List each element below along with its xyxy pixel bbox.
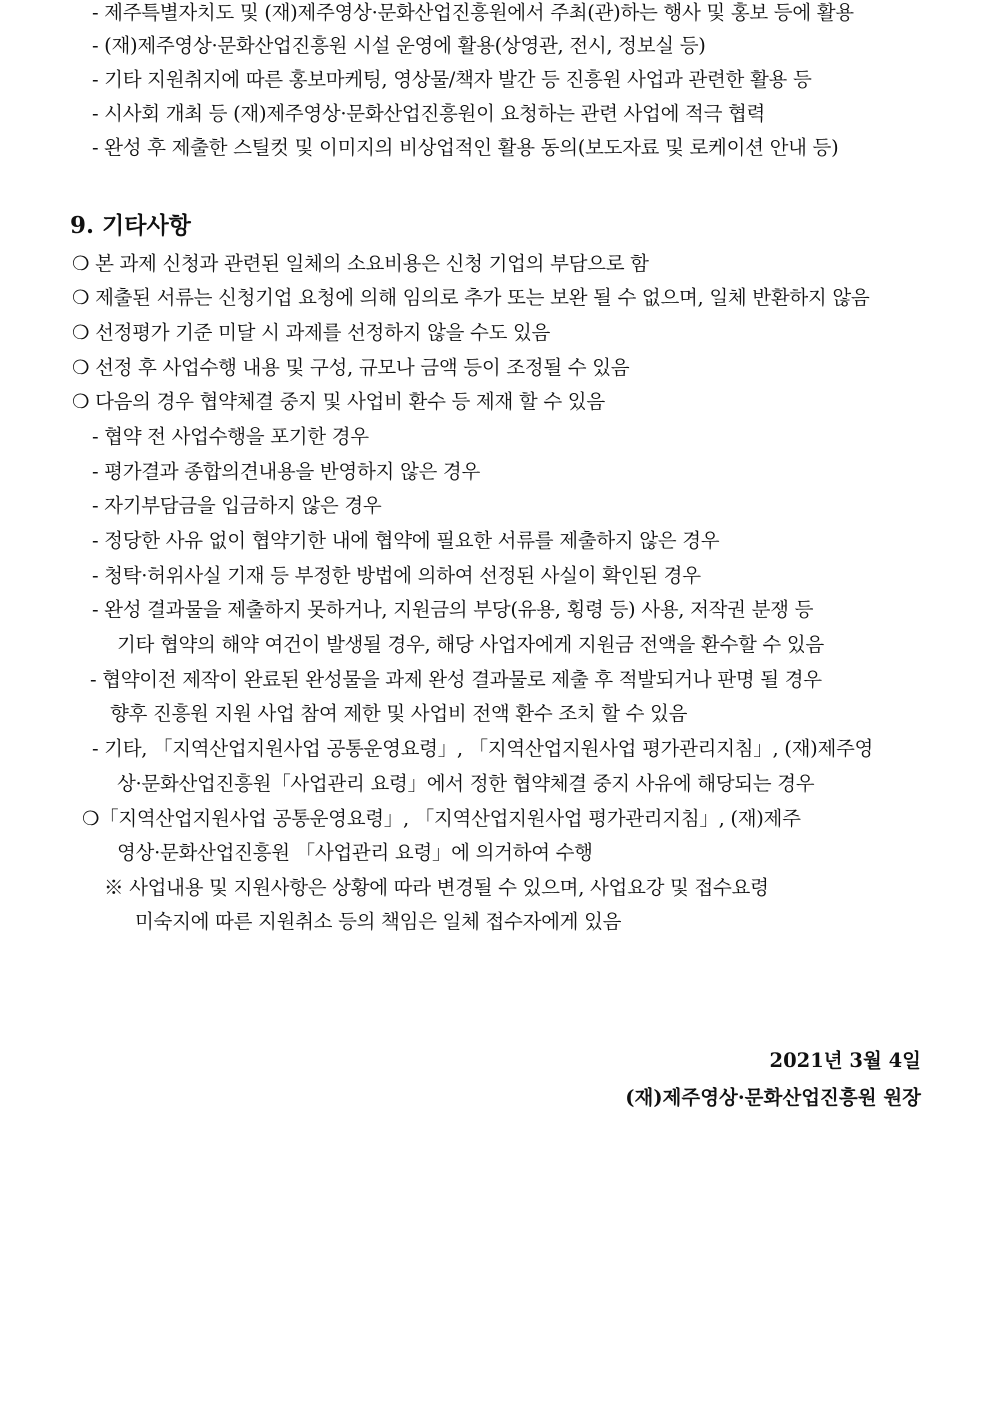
list-item: - 시사회 개최 등 (재)제주영상·문화산업진흥원이 요청하는 관련 사업에 적극 협력 — [92, 102, 766, 125]
sub-item: - 자기부담금을 입금하지 않은 경우 — [92, 494, 382, 517]
note-continuation: 미숙지에 따른 지원취소 등의 책임은 일체 접수자에게 있음 — [135, 910, 622, 933]
issuer-name: (재)제주영상·문화산업진흥원 원장 — [625, 1086, 921, 1109]
sub-item-continuation: 상·문화산업진흥원「사업관리 요령」에서 정한 협약체결 중지 사유에 해당되는 경우 — [117, 772, 815, 795]
bullet-item: ❍ 제출된 서류는 신청기업 요청에 의해 임의로 추가 또는 보완 될 수 없으며, 일체 반환하지 않음 — [72, 286, 870, 309]
bullet-item: ❍「지역산업지원사업 공통운영요령」, 「지역산업지원사업 평가관리지침」, (재)제주 — [82, 807, 801, 830]
sub-item-continuation: 향후 진흥원 지원 사업 참여 제한 및 사업비 전액 환수 조치 할 수 있음 — [110, 702, 688, 725]
list-item: - (재)제주영상·문화산업진흥원 시설 운영에 활용(상영관, 전시, 정보실 등) — [92, 34, 706, 57]
note: ※ 사업내용 및 지원사항은 상황에 따라 변경될 수 있으며, 사업요강 및 접수요령 — [104, 876, 769, 899]
sub-item: - 협약이전 제작이 완료된 완성물을 과제 완성 결과물로 제출 후 적발되거나 판명 될 경우 — [90, 668, 822, 691]
bullet-item: ❍ 본 과제 신청과 관련된 일체의 소요비용은 신청 기업의 부담으로 함 — [72, 252, 649, 275]
sub-item-continuation: 기타 협약의 해약 여건이 발생될 경우, 해당 사업자에게 지원금 전액을 환수할 수 있음 — [117, 633, 824, 656]
section-title: 9. 기타사항 — [70, 212, 191, 239]
bullet-item: ❍ 선정평가 기준 미달 시 과제를 선정하지 않을 수도 있음 — [72, 321, 551, 344]
sub-item: - 완성 결과물을 제출하지 못하거나, 지원금의 부당(유용, 횡령 등) 사용, 저작권 분쟁 등 — [92, 598, 814, 621]
sub-item: - 청탁·허위사실 기재 등 부정한 방법에 의하여 선정된 사실이 확인된 경우 — [92, 564, 701, 587]
sub-item: - 평가결과 종합의견내용을 반영하지 않은 경우 — [92, 460, 480, 483]
list-item: - 완성 후 제출한 스틸컷 및 이미지의 비상업적인 활용 동의(보도자료 및 로케이션 안내 등) — [92, 136, 839, 159]
sub-item: - 협약 전 사업수행을 포기한 경우 — [92, 425, 369, 448]
sub-item: - 기타, 「지역산업지원사업 공통운영요령」, 「지역산업지원사업 평가관리지침」, (재)제주영 — [92, 737, 874, 760]
bullet-item: ❍ 선정 후 사업수행 내용 및 구성, 규모나 금액 등이 조정될 수 있음 — [72, 356, 630, 379]
bullet-item-continuation: 영상·문화산업진흥원 「사업관리 요령」에 의거하여 수행 — [117, 841, 593, 864]
issue-date: 2021년 3월 4일 — [769, 1049, 921, 1072]
list-item: - 제주특별자치도 및 (재)제주영상·문화산업진흥원에서 주최(관)하는 행사 및 홍보 등에 활용 — [92, 1, 854, 24]
list-item: - 기타 지원취지에 따른 홍보마케팅, 영상물/책자 발간 등 진흥원 사업과 관련한 활용 등 — [92, 68, 812, 91]
bullet-item: ❍ 다음의 경우 협약체결 중지 및 사업비 환수 등 제재 할 수 있음 — [72, 390, 605, 413]
sub-item: - 정당한 사유 없이 협약기한 내에 협약에 필요한 서류를 제출하지 않은 경우 — [92, 529, 720, 552]
